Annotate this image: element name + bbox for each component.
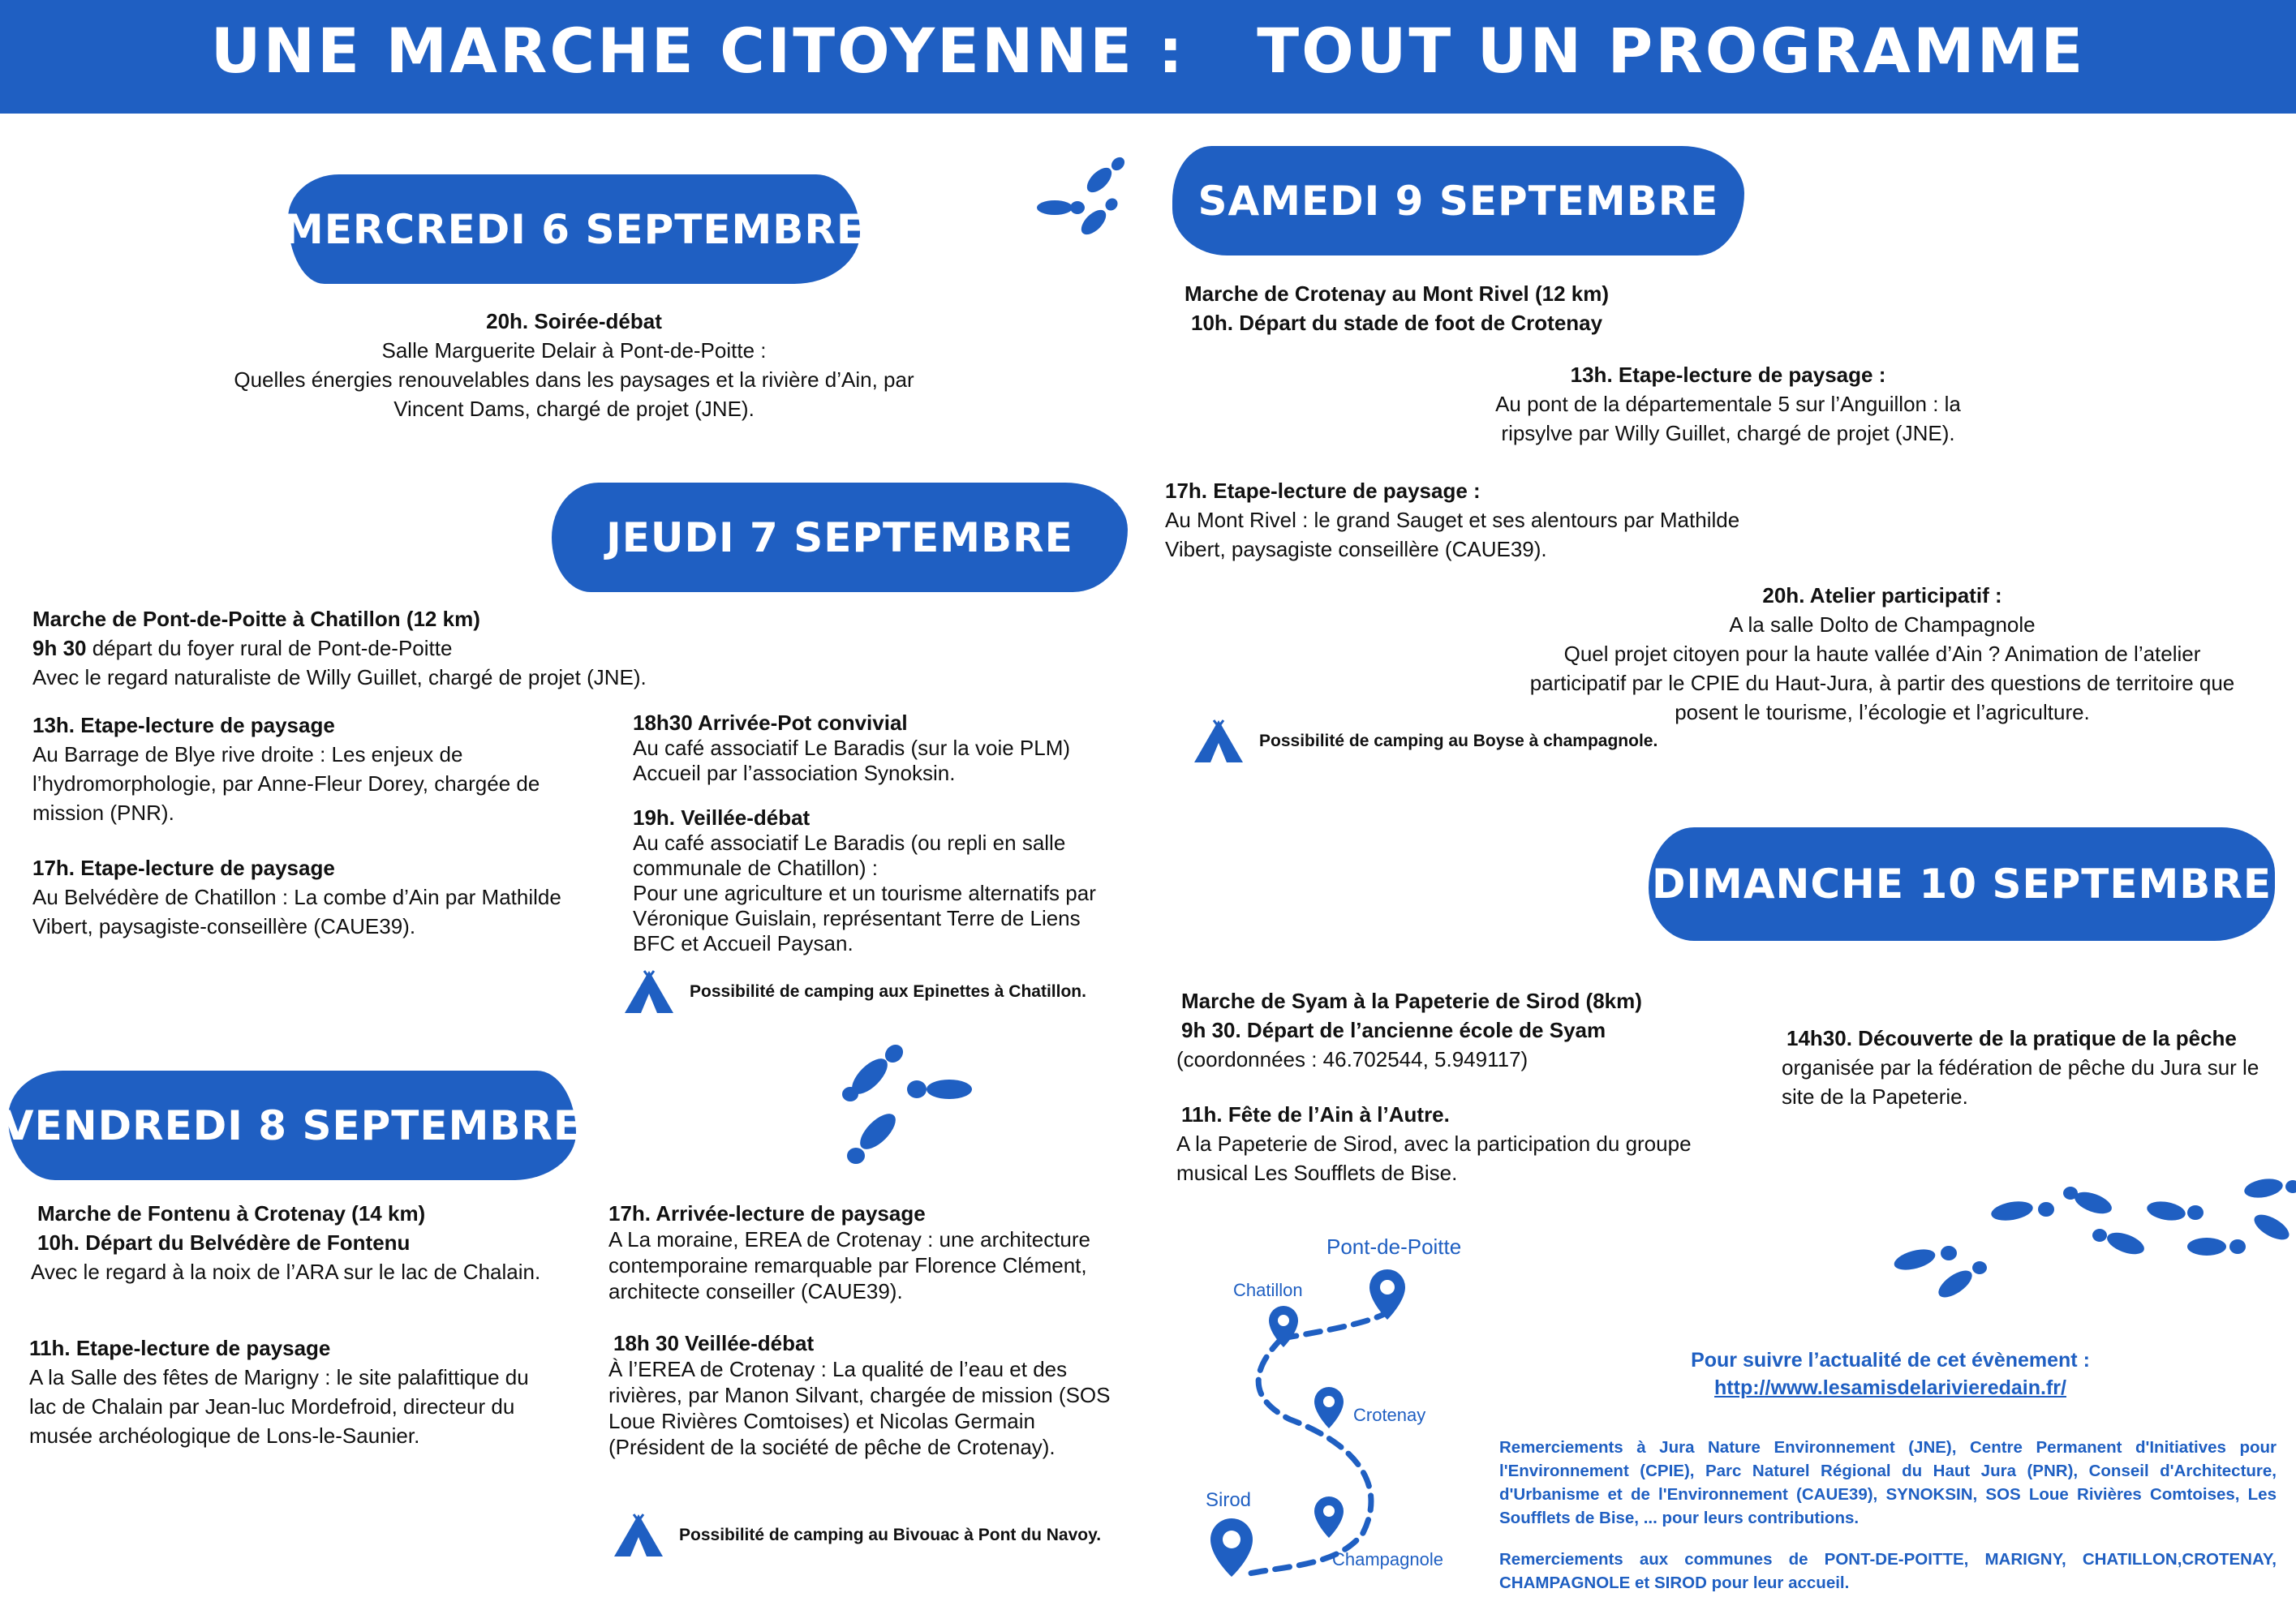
page-title: UNE MARCHE CITOYENNE : TOUT UN PROGRAMME bbox=[210, 15, 2086, 87]
party-title: 11h. Fête de l’Ain à l’Autre. bbox=[1181, 1102, 1450, 1127]
walk-title: Marche de Syam à la Papeterie de Sirod (8km) bbox=[1181, 989, 1642, 1013]
party-line: musical Les Soufflets de Bise. bbox=[1176, 1161, 1458, 1185]
camping-note-saturday bbox=[1193, 719, 1658, 764]
map-pin-icon bbox=[1314, 1387, 1344, 1428]
header-bar bbox=[0, 0, 2296, 114]
stop-line: l’hydromorphologie, par Anne-Fleur Dorey, chargée de bbox=[32, 771, 540, 796]
day-pill-sunday: DIMANCHE 10 SEPTEMBRE bbox=[1649, 827, 2275, 941]
walk-title: Marche de Pont-de-Poitte à Chatillon (12 km) bbox=[32, 607, 480, 631]
saturday-walk bbox=[1185, 279, 1752, 337]
evening-line: BFC et Accueil Paysan. bbox=[633, 931, 853, 955]
tent-icon bbox=[623, 969, 675, 1015]
event-title: 20h. Soirée-débat bbox=[486, 309, 662, 333]
stop-title: 13h. Etape-lecture de paysage bbox=[32, 713, 335, 737]
evening-title: 18h 30 Veillée-débat bbox=[613, 1331, 815, 1355]
arrival-line: Accueil par l’association Synoksin. bbox=[633, 761, 956, 785]
camping-text: Possibilité de camping au Bivouac à Pont du Navoy. bbox=[679, 1526, 1102, 1544]
workshop-line: participatif par le CPIE du Haut-Jura, à partir des questions de territoire que bbox=[1529, 671, 2235, 695]
follow-section bbox=[1525, 1346, 2255, 1402]
stop-line: musée archéologique de Lons-le-Saunier. bbox=[29, 1423, 420, 1448]
map-pin-icon bbox=[1369, 1269, 1405, 1320]
workshop-line: Quel projet citoyen pour la haute vallée d’Ain ? Animation de l’atelier bbox=[1563, 642, 2201, 666]
evening-line: rivières, par Manon Silvant, chargée de mission (SOS bbox=[608, 1383, 1111, 1407]
arrival-line: A La moraine, EREA de Crotenay : une architecture bbox=[608, 1227, 1091, 1252]
evening-line: Pour une agriculture et un tourisme alternatifs par bbox=[633, 881, 1096, 905]
fishing-line: site de la Papeterie. bbox=[1782, 1084, 1968, 1109]
thursday-evening bbox=[633, 711, 1152, 956]
map-label-sirod: Sirod bbox=[1206, 1489, 1252, 1511]
arrival-title: 18h30 Arrivée-Pot convivial bbox=[633, 711, 908, 735]
stop-line: A la Salle des fêtes de Marigny : le site palafittique du bbox=[29, 1365, 529, 1389]
event-line: Vincent Dams, chargé de projet (JNE). bbox=[393, 397, 755, 421]
stop-title: 17h. Etape-lecture de paysage bbox=[32, 856, 335, 880]
footprints-icon bbox=[1890, 1140, 2296, 1302]
stop-line: Vibert, paysagiste conseillère (CAUE39). bbox=[1165, 537, 1547, 561]
thanks-partners: Remerciements à Jura Nature Environnement (JNE), Centre Permanent d'Initiatives pour l'Environnement (CPIE), Parc Naturel Régional du Haut Jura (PNR), Conseil d'Architecture, d'Urbanisme et de l'Environnement (CAUE39), SYNOKSIN, SOS Loue Rivières Comtoises, Les Soufflets de Bise, ... pour leurs contributions. bbox=[1499, 1438, 2277, 1527]
walk-title: Marche de Fontenu à Crotenay (14 km) bbox=[37, 1201, 426, 1226]
map-pin-icon bbox=[1314, 1496, 1344, 1538]
wednesday-event bbox=[187, 307, 961, 423]
friday-evening bbox=[608, 1200, 1160, 1460]
walk-coords: (coordonnées : 46.702544, 5.949117) bbox=[1176, 1047, 1529, 1071]
map-label-crotenay: Crotenay bbox=[1353, 1405, 1426, 1425]
day-pill-saturday: SAMEDI 9 SEPTEMBRE bbox=[1172, 146, 1744, 255]
saturday-stop1 bbox=[1444, 360, 2012, 448]
event-website-link[interactable]: http://www.lesamisdelarivieredain.fr/ bbox=[1714, 1376, 2066, 1399]
sunday-walk bbox=[1176, 986, 1744, 1187]
follow-text: Pour suivre l’actualité de cet évènement : bbox=[1691, 1349, 2090, 1372]
map-pin-icon bbox=[1210, 1518, 1253, 1577]
stop-line: Au pont de la départementale 5 sur l’Anguillon : la bbox=[1495, 392, 1961, 416]
map-label-champagnole: Champagnole bbox=[1332, 1549, 1443, 1569]
stop-line: Au Barrage de Blye rive droite : Les enjeux de bbox=[32, 742, 463, 766]
workshop-line: A la salle Dolto de Champagnole bbox=[1729, 612, 2036, 637]
stop-title: 11h. Etape-lecture de paysage bbox=[29, 1336, 331, 1360]
workshop-line: posent le tourisme, l’écologie et l’agriculture. bbox=[1675, 700, 2090, 724]
evening-line: Loue Rivières Comtoises) et Nicolas Germain bbox=[608, 1409, 1035, 1433]
footprints-icon bbox=[1030, 154, 1128, 243]
thanks-communes: Remerciements aux communes de PONT-DE-POITTE, MARIGNY, CHATILLON,CROTENAY, CHAMPAGNOLE et SIROD pour leur accueil. bbox=[1499, 1550, 2277, 1592]
evening-line: (Président de la société de pêche de Crotenay). bbox=[608, 1435, 1056, 1459]
saturday-workshop bbox=[1493, 581, 2272, 727]
stop-line: mission (PNR). bbox=[32, 801, 174, 825]
camping-note-friday bbox=[613, 1513, 1101, 1558]
stop-line: lac de Chalain par Jean-luc Mordefroid, directeur du bbox=[29, 1394, 515, 1419]
arrival-line: contemporaine remarquable par Florence Clément, bbox=[608, 1253, 1087, 1277]
walk-departure: 9h 30 départ du foyer rural de Pont-de-Poitte bbox=[32, 636, 453, 660]
map-label-chatillon: Chatillon bbox=[1233, 1280, 1303, 1300]
party-line: A la Papeterie de Sirod, avec la participation du groupe bbox=[1176, 1131, 1692, 1156]
walk-departure: 10h. Départ du stade de foot de Crotenay bbox=[1191, 311, 1603, 335]
map-label-pont-de-poitte: Pont-de-Poitte bbox=[1326, 1234, 1462, 1259]
event-line: Salle Marguerite Delair à Pont-de-Poitte : bbox=[381, 338, 767, 363]
friday-walk bbox=[31, 1199, 599, 1286]
thursday-walk bbox=[32, 604, 844, 692]
thanks-section bbox=[1499, 1436, 2277, 1595]
day-pill-friday: VENDREDI 8 SEPTEMBRE bbox=[8, 1071, 576, 1180]
camping-text: Possibilité de camping au Boyse à champagnole. bbox=[1259, 732, 1658, 750]
fishing-line: organisée par la fédération de pêche du Jura sur le bbox=[1782, 1055, 2259, 1080]
arrival-line: architecte conseiller (CAUE39). bbox=[608, 1279, 903, 1303]
workshop-title: 20h. Atelier participatif : bbox=[1762, 583, 2002, 608]
day-pill-wednesday: MERCREDI 6 SEPTEMBRE bbox=[288, 174, 860, 284]
fishing-title: 14h30. Découverte de la pratique de la pêche bbox=[1786, 1026, 2237, 1050]
camping-text: Possibilité de camping aux Epinettes à Chatillon. bbox=[690, 982, 1086, 1001]
walk-guide: Avec le regard naturaliste de Willy Guillet, chargé de projet (JNE). bbox=[32, 665, 647, 689]
evening-line: Véronique Guislain, représentant Terre de Liens bbox=[633, 906, 1081, 930]
tent-icon bbox=[1193, 719, 1245, 764]
saturday-stop2 bbox=[1165, 476, 1895, 564]
event-line: Quelles énergies renouvelables dans les paysages et la rivière d’Ain, par bbox=[234, 367, 914, 392]
stop-line: ripsylve par Willy Guillet, chargé de projet (JNE). bbox=[1501, 421, 1955, 445]
stop-title: 17h. Etape-lecture de paysage : bbox=[1165, 479, 1481, 503]
evening-line: communale de Chatillon) : bbox=[633, 856, 879, 880]
evening-title: 19h. Veillée-débat bbox=[633, 805, 810, 830]
tent-icon bbox=[613, 1513, 664, 1558]
thursday-stops bbox=[32, 711, 617, 941]
stop-line: Au Mont Rivel : le grand Sauget et ses alentours par Mathilde bbox=[1165, 508, 1740, 532]
arrival-line: Au café associatif Le Baradis (sur la voie PLM) bbox=[633, 736, 1071, 760]
day-pill-thursday: JEUDI 7 SEPTEMBRE bbox=[552, 483, 1128, 592]
route-map bbox=[1193, 1225, 1517, 1590]
map-pin-icon bbox=[1269, 1306, 1298, 1347]
camping-note-thursday bbox=[623, 969, 1086, 1015]
walk-guide: Avec le regard à la noix de l’ARA sur le lac de Chalain. bbox=[31, 1260, 541, 1284]
stop-line: Vibert, paysagiste-conseillère (CAUE39). bbox=[32, 914, 416, 938]
friday-stop bbox=[29, 1333, 573, 1450]
stop-title: 13h. Etape-lecture de paysage : bbox=[1570, 363, 1886, 387]
walk-departure: 9h 30. Départ de l’ancienne école de Syam bbox=[1181, 1018, 1606, 1042]
walk-title: Marche de Crotenay au Mont Rivel (12 km) bbox=[1185, 281, 1610, 306]
walk-departure: 10h. Départ du Belvédère de Fontenu bbox=[37, 1230, 411, 1255]
footprints-icon bbox=[836, 1042, 978, 1172]
evening-line: À l’EREA de Crotenay : La qualité de l’eau et des bbox=[608, 1357, 1068, 1381]
sunday-fishing bbox=[1782, 1024, 2293, 1111]
evening-line: Au café associatif Le Baradis (ou repli en salle bbox=[633, 831, 1066, 855]
arrival-title: 17h. Arrivée-lecture de paysage bbox=[608, 1201, 926, 1226]
stop-line: Au Belvédère de Chatillon : La combe d’Ain par Mathilde bbox=[32, 885, 561, 909]
